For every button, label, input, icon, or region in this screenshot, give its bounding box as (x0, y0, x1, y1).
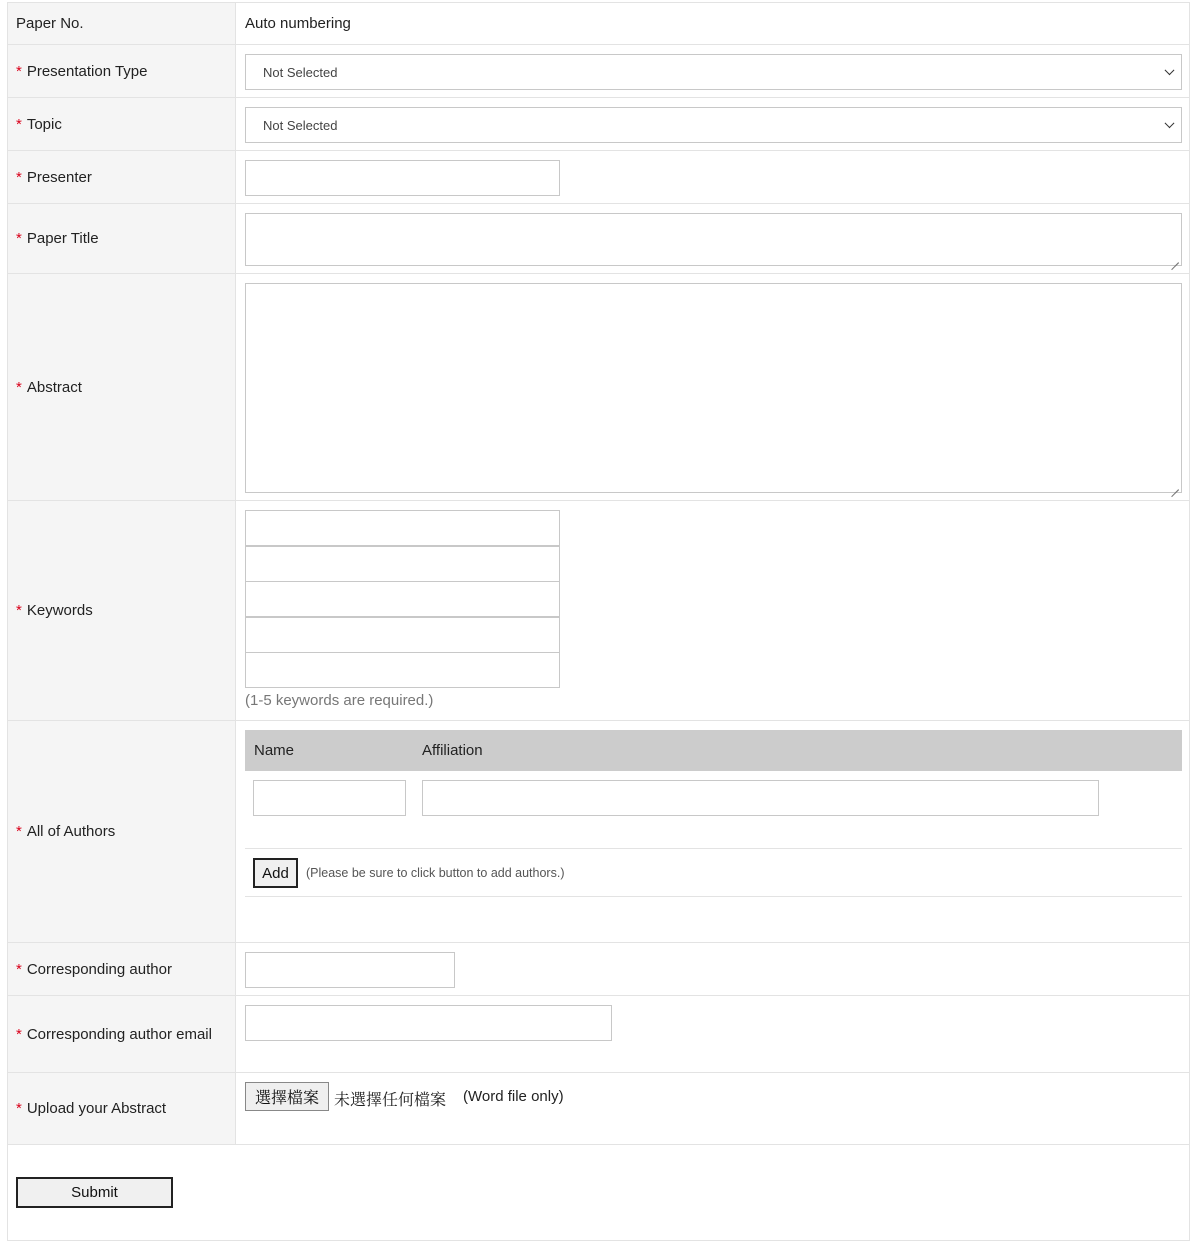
author-affiliation-input[interactable] (422, 780, 1099, 816)
row-keywords (8, 501, 1189, 721)
column-header-affiliation: Affiliation (422, 742, 483, 759)
required-mark: * (16, 960, 22, 978)
required-mark: * (16, 230, 22, 247)
required-mark: * (16, 1025, 22, 1043)
keywords-label: * Keywords (8, 501, 236, 720)
required-mark: * (16, 602, 22, 619)
resize-grip-icon[interactable] (1171, 255, 1179, 263)
row-paper-no (8, 3, 1189, 45)
required-mark: * (16, 823, 22, 840)
corresponding-email-input[interactable] (245, 1005, 612, 1041)
row-presentation-type (8, 45, 1189, 98)
keyword-input-2[interactable] (245, 546, 560, 582)
paper-no-value: Auto numbering (245, 15, 351, 32)
add-author-hint: (Please be sure to click button to add authors.) (306, 866, 565, 880)
chevron-down-icon (1165, 65, 1175, 75)
required-mark: * (16, 62, 22, 80)
presentation-type-label: * Presentation Type (8, 45, 236, 97)
topic-select[interactable]: Not Selected (245, 107, 1182, 143)
upload-label: * Upload your Abstract (8, 1073, 236, 1144)
required-mark: * (16, 1100, 22, 1117)
divider (245, 896, 1182, 897)
topic-label: * Topic (8, 98, 236, 150)
paper-title-textarea[interactable] (245, 213, 1182, 266)
presenter-label: * Presenter (8, 151, 236, 203)
no-file-selected-text: 未選擇任何檔案 (334, 1092, 447, 1109)
corresponding-author-label: * Corresponding author (8, 943, 236, 995)
required-mark: * (16, 168, 22, 186)
row-abstract (8, 274, 1189, 501)
paper-no-label: Paper No. (8, 3, 236, 44)
row-presenter (8, 151, 1189, 204)
column-header-name: Name (254, 742, 295, 759)
required-mark: * (16, 378, 22, 396)
keyword-input-5[interactable] (245, 652, 560, 688)
row-corresponding-email (8, 996, 1189, 1073)
divider (245, 848, 1182, 849)
authors-table-header (245, 730, 1182, 771)
row-corresponding-author (8, 943, 1189, 996)
keyword-input-4[interactable] (245, 617, 560, 653)
row-topic (8, 98, 1189, 151)
keyword-input-3[interactable] (245, 581, 560, 617)
presentation-type-select[interactable]: Not Selected (245, 54, 1182, 90)
paper-submission-form (7, 2, 1190, 1241)
submit-button[interactable]: Submit (16, 1177, 173, 1208)
author-name-input[interactable] (253, 780, 406, 816)
resize-grip-icon[interactable] (1171, 482, 1179, 490)
chevron-down-icon (1165, 118, 1175, 128)
row-authors (8, 721, 1189, 943)
row-paper-title (8, 204, 1189, 274)
presenter-input[interactable] (245, 160, 560, 196)
required-mark: * (16, 115, 22, 133)
add-author-button[interactable]: Add (253, 858, 298, 888)
corresponding-author-input[interactable] (245, 952, 455, 988)
keywords-note: (1-5 keywords are required.) (245, 692, 434, 709)
upload-note: (Word file only) (463, 1088, 564, 1105)
row-upload (8, 1073, 1189, 1145)
paper-title-label: * Paper Title (8, 204, 236, 273)
choose-file-button[interactable]: 選擇檔案 (245, 1082, 329, 1111)
corresponding-email-label: * Corresponding author email (8, 996, 236, 1072)
keyword-input-1[interactable] (245, 510, 560, 546)
authors-label: * All of Authors (8, 721, 236, 942)
abstract-textarea[interactable] (245, 283, 1182, 493)
abstract-label: * Abstract (8, 274, 236, 500)
